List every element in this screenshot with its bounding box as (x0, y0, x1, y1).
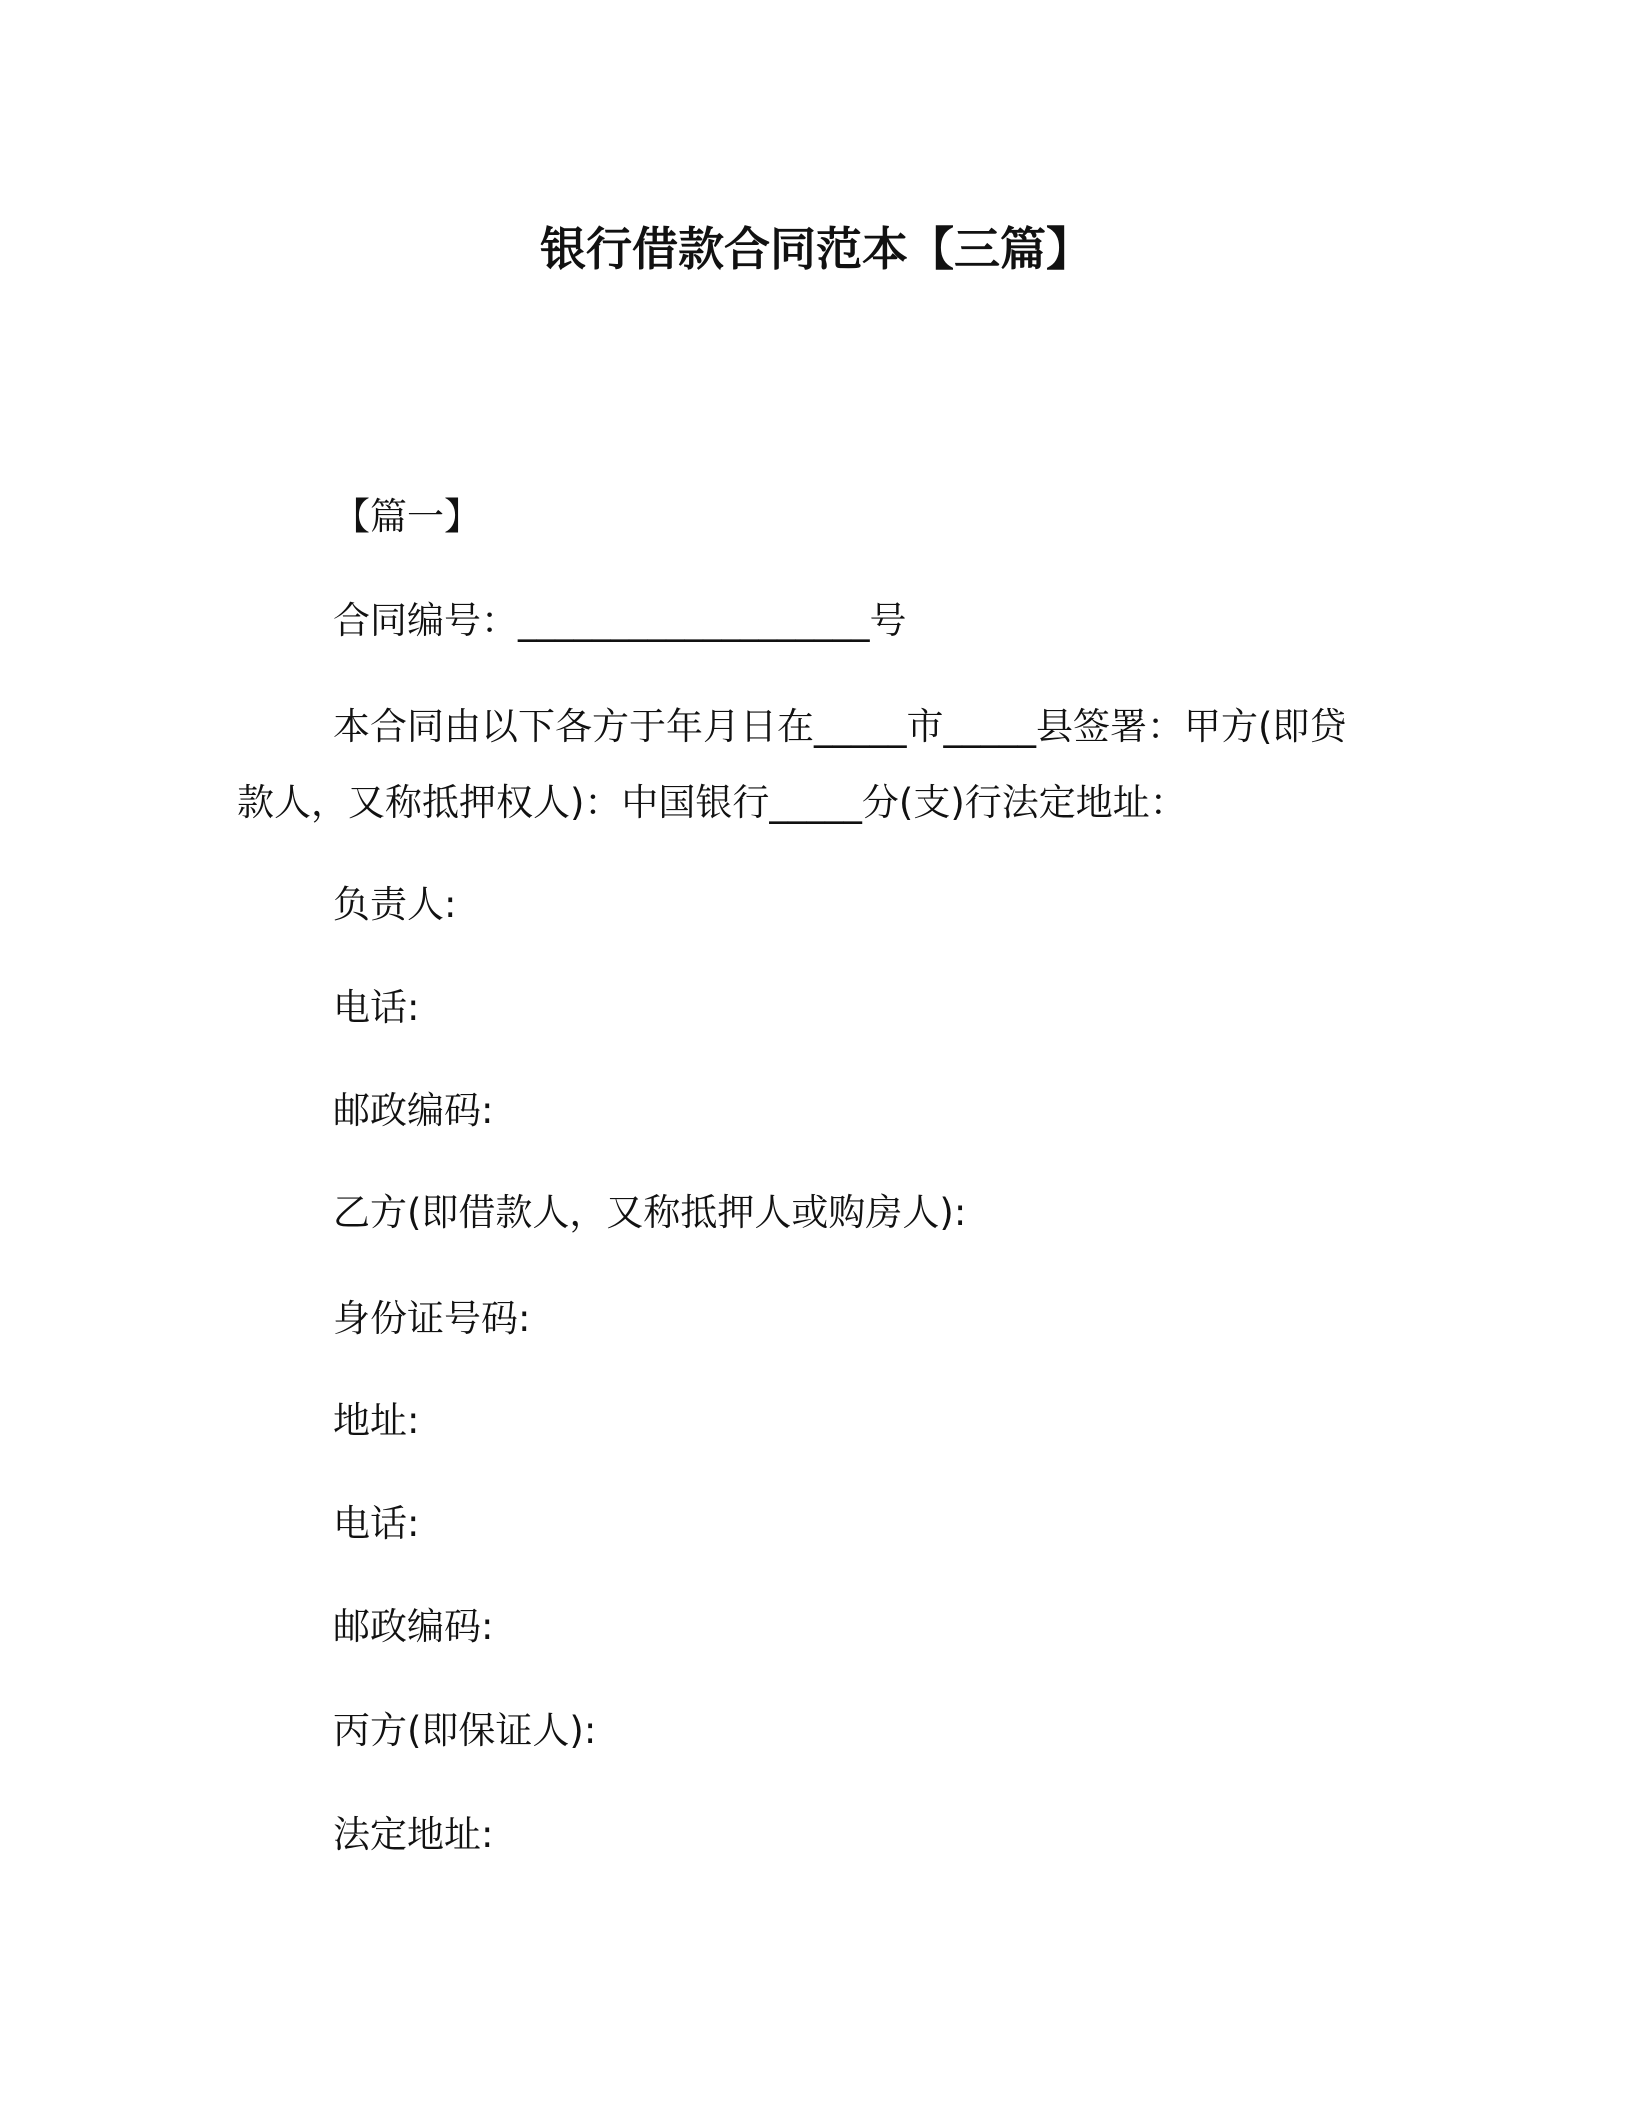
field-lender-postcode: 邮政编码: (333, 1089, 494, 1132)
field-party-b: 乙方(即借款人，又称抵押人或购房人): (333, 1191, 967, 1234)
field-id-number: 身份证号码: (333, 1297, 531, 1340)
field-lender-phone: 电话: (333, 986, 420, 1029)
field-borrower-phone: 电话: (333, 1502, 420, 1545)
field-lender-responsible-person: 负责人: (333, 883, 457, 926)
field-party-c: 丙方(即保证人): (333, 1709, 597, 1752)
contract-number-line: 合同编号：___________________号 (333, 599, 907, 642)
intro-line-1: 本合同由以下各方于年月日在_____市_____县签署：甲方(即贷 (333, 705, 1347, 748)
section-label: 【篇一】 (333, 495, 481, 538)
field-borrower-address: 地址: (333, 1399, 420, 1442)
intro-line-2: 款人，又称抵押权人)：中国银行_____分(支)行法定地址： (237, 781, 1187, 824)
document-title: 银行借款合同范本【三篇】 (540, 222, 1092, 276)
field-guarantor-address: 法定地址: (333, 1813, 494, 1856)
field-borrower-postcode: 邮政编码: (333, 1605, 494, 1648)
